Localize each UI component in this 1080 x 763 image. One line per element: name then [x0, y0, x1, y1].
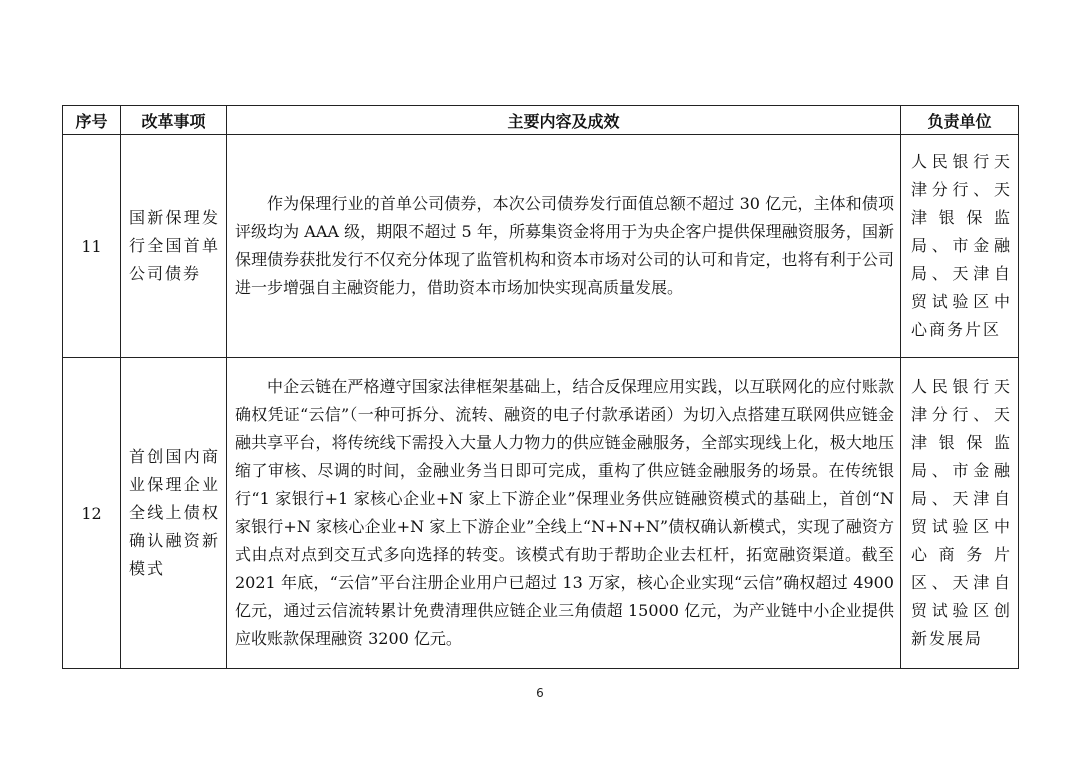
table-header-row	[63, 106, 1019, 135]
row-content: 中企云链在严格遵守国家法律框架基础上，结合反保理应用实践，以互联网化的应付账款确权凭证“云信”（一种可拆分、流转、融资的电子付款承诺函）为切入点搭建互联网供应链金融共享平台，将传统线下需投入大量人力物力的供应链金融服务，全部实现线上化，极大地压缩了审核、尽调的时间，金融业务当日即可完成，重构了供应链金融服务的场景。在传统银行“1 家银行+1 家核心企业+N 家上下游企业”保理业务供应链融资模式的基础上，首创“N 家银行+N 家核心企业+N 家上下游企业”全线上“N+N+N”债权确认新模式，实现了融资方式由点对点到交互式多向选择的转变。该模式有助于帮助企业去杠杆，拓宽融资渠道。截至 2021 年底，“云信”平台注册企业用户已超过 13 万家，核心企业实现“云信”确权超过 4900 亿元，通过云信流转累计免费清理供应链企业三角债超 15000 亿元，为产业链中小企业提供应收账款保理融资 3200 亿元。	[235, 377, 894, 648]
header-seq: 序号	[63, 106, 121, 135]
row-item: 国新保理发行全国首单公司债券	[129, 208, 220, 283]
header-item: 改革事项	[121, 106, 227, 135]
row-content: 作为保理行业的首单公司债券，本次公司债券发行面值总额不超过 30 亿元，主体和债项评级均为 AAA 级，期限不超过 5 年，所募集资金将用于为央企客户提供保理融资服务，国新保理债券获批发行不仅充分体现了监管机构和资本市场对公司的认可和肯定，也将有利于公司进一步增强自主融资能力，借助资本市场加快实现高质量发展。	[235, 194, 894, 297]
row-unit: 人民银行天津分行、天津银保监局、市金融局、天津自贸试验区中心商务片区、天津自贸试验区创新发展局	[911, 377, 1012, 648]
row-item-cell	[121, 358, 227, 669]
page-number: 6	[536, 686, 544, 700]
row-item: 首创国内商业保理企业全线上债权确认融资新模式	[129, 447, 220, 578]
row-seq: 11	[63, 135, 121, 358]
row-content-cell	[227, 358, 901, 669]
table-row	[63, 358, 1019, 669]
header-content: 主要内容及成效	[227, 106, 901, 135]
row-unit-cell	[901, 358, 1019, 669]
row-content-cell	[227, 135, 901, 358]
row-seq: 12	[63, 358, 121, 669]
reform-table	[62, 105, 1019, 669]
row-unit: 人民银行天津分行、天津银保监局、市金融局、天津自贸试验区中心商务片区	[911, 152, 1012, 339]
row-item-cell	[121, 135, 227, 358]
header-unit: 负责单位	[901, 106, 1019, 135]
table-row	[63, 135, 1019, 358]
row-unit-cell	[901, 135, 1019, 358]
